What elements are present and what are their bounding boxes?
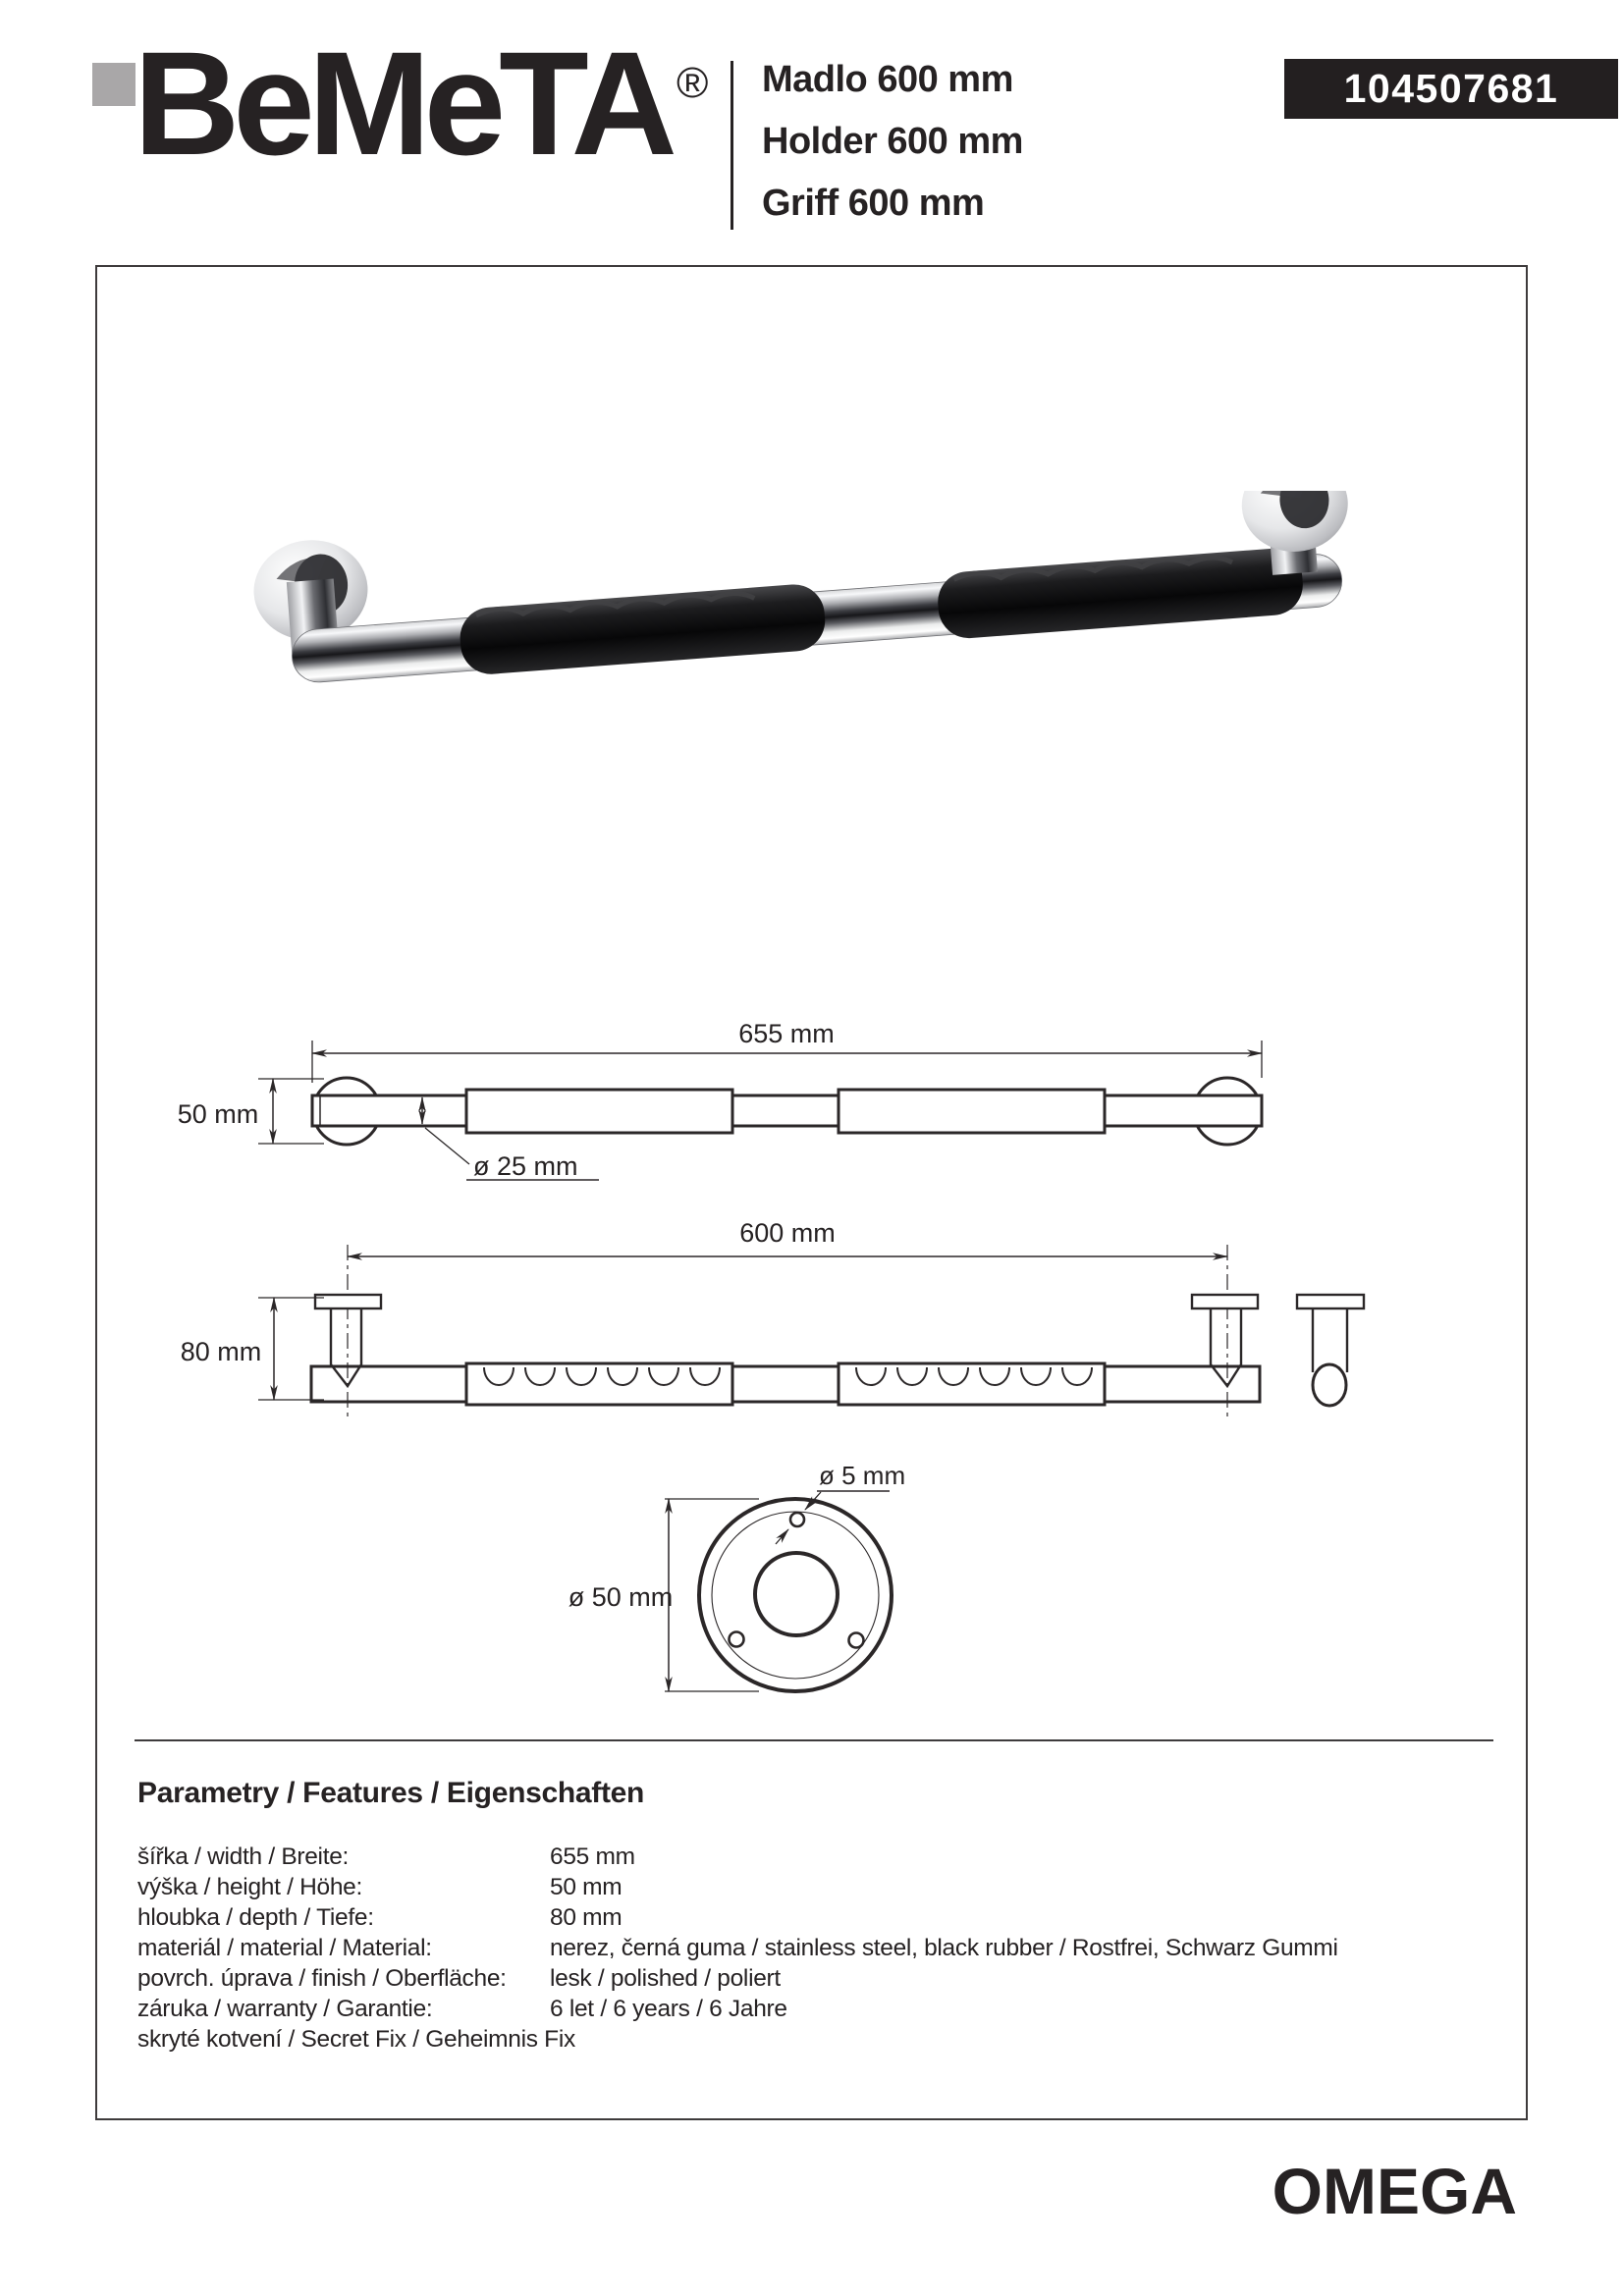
param-label-secret-fix: skryté kotvení / Secret Fix / Geheimnis Fix bbox=[137, 2026, 575, 2053]
product-title-en: Holder 600 mm bbox=[762, 121, 1023, 162]
dim-label-50mm-flange: ø 50 mm bbox=[568, 1582, 674, 1612]
table-row bbox=[137, 1904, 1492, 1935]
param-label-finish: povrch. úprava / finish / Oberfläche: bbox=[137, 1965, 507, 1992]
product-title-cz: Madlo 600 mm bbox=[762, 59, 1013, 100]
brand-logo bbox=[134, 21, 709, 186]
param-label-depth: hloubka / depth / Tiefe: bbox=[137, 1904, 374, 1931]
dim-label-50mm: 50 mm bbox=[177, 1099, 259, 1129]
table-row bbox=[137, 1965, 1492, 1996]
brand-logo-text: BeMeTA bbox=[134, 21, 671, 186]
header-divider bbox=[731, 61, 733, 230]
param-label-width: šířka / width / Breite: bbox=[137, 1843, 350, 1870]
dim-label-600mm: 600 mm bbox=[739, 1218, 836, 1248]
param-label-material: materiál / material / Material: bbox=[137, 1935, 432, 1961]
series-name: OMEGA bbox=[1272, 2155, 1517, 2227]
dim-label-25mm: ø 25 mm bbox=[473, 1151, 578, 1181]
table-row bbox=[137, 1874, 1492, 1904]
dim-label-80mm: 80 mm bbox=[180, 1337, 262, 1366]
param-label-height: výška / height / Höhe: bbox=[137, 1874, 362, 1900]
param-value-material: nerez, černá guma / stainless steel, black rubber / Rostfrei, Schwarz Gummi bbox=[550, 1935, 1338, 1961]
param-value-width: 655 mm bbox=[550, 1843, 635, 1870]
product-code-badge bbox=[1284, 59, 1618, 119]
table-row bbox=[137, 1843, 1492, 1874]
param-label-warranty: záruka / warranty / Garantie: bbox=[137, 1996, 433, 2022]
product-code: 104507681 bbox=[1343, 66, 1559, 111]
table-row bbox=[137, 1935, 1492, 1965]
dim-label-655mm: 655 mm bbox=[738, 1019, 835, 1048]
param-value-depth: 80 mm bbox=[550, 1904, 623, 1931]
drawing-front-view bbox=[147, 1001, 1375, 1217]
param-value-height: 50 mm bbox=[550, 1874, 623, 1900]
product-title-de: Griff 600 mm bbox=[762, 183, 985, 224]
product-photo bbox=[167, 491, 1365, 785]
registered-trademark-icon: ® bbox=[676, 59, 709, 107]
logo-square bbox=[92, 63, 135, 106]
parameters-heading: Parametry / Features / Eigenschaften bbox=[137, 1777, 645, 1809]
table-row bbox=[137, 1996, 1492, 2026]
parameters-table bbox=[137, 1843, 1492, 2056]
table-row bbox=[137, 2026, 1492, 2056]
drawing-top-view bbox=[147, 1207, 1424, 1438]
section-divider bbox=[135, 1739, 1493, 1741]
param-value-warranty: 6 let / 6 years / 6 Jahre bbox=[550, 1996, 787, 2022]
product-title-block bbox=[762, 49, 1023, 235]
drawing-flange-view bbox=[530, 1433, 952, 1723]
grab-bar-photo-group bbox=[249, 491, 1356, 691]
dim-label-5mm: ø 5 mm bbox=[819, 1461, 906, 1490]
param-value-finish: lesk / polished / poliert bbox=[550, 1965, 781, 1992]
